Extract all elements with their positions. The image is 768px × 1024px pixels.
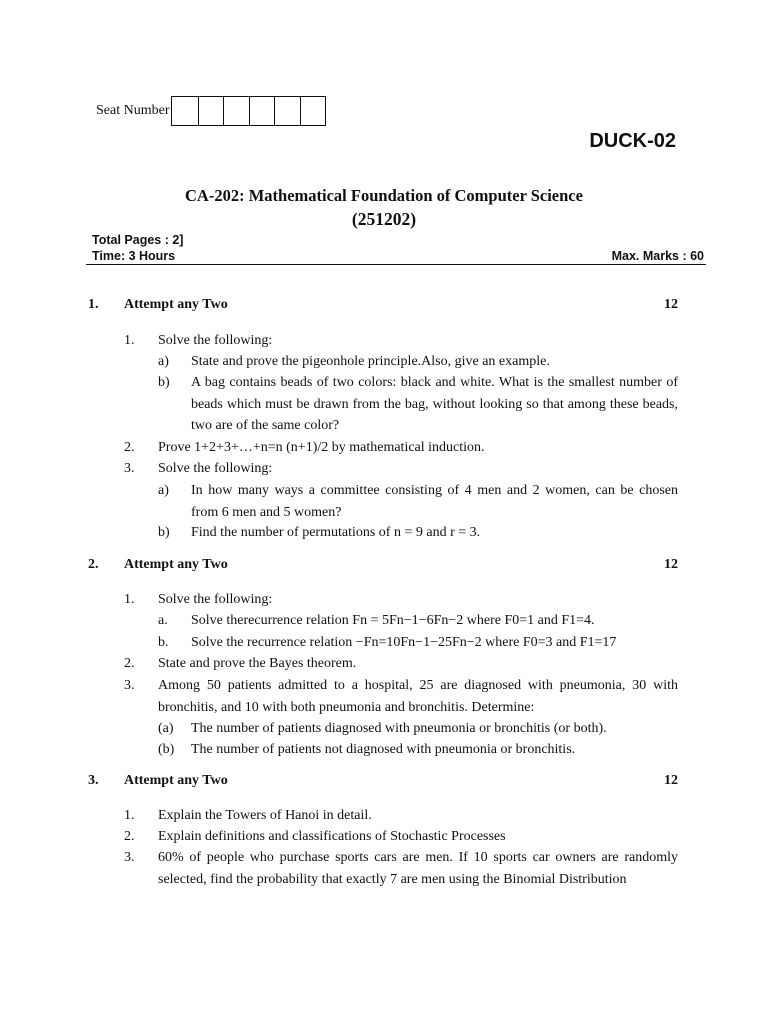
sub-item xyxy=(158,480,678,523)
seat-box xyxy=(300,97,326,125)
item-text: 60% of people who purchase sports cars are men. If 10 sports car owners are randomly selected, find the probability that exactly 7 are men using the Binomial Distribution xyxy=(158,850,678,887)
exam-time: Time: 3 Hours xyxy=(92,249,176,263)
question-number: 2. xyxy=(88,557,99,572)
item-number: 1. xyxy=(124,592,135,607)
sub-item-letter: b) xyxy=(158,525,170,540)
question-item xyxy=(124,458,678,480)
exam-meta xyxy=(92,232,704,264)
sub-item-text: The number of patients diagnosed with pneumonia or bronchitis (or both). xyxy=(191,721,607,736)
seat-box xyxy=(198,97,224,125)
sub-item xyxy=(158,610,678,632)
item-text: State and prove the Bayes theorem. xyxy=(158,656,357,671)
item-number: 2. xyxy=(124,656,135,671)
sub-item xyxy=(158,372,678,437)
item-number: 3. xyxy=(124,850,135,865)
question-item xyxy=(124,330,678,352)
seat-box xyxy=(223,97,249,125)
sub-item-text: The number of patients not diagnosed with pneumonia or bronchitis. xyxy=(191,742,576,757)
question-marks: 12 xyxy=(664,297,678,312)
question-instruction: Attempt any Two xyxy=(124,773,228,788)
sub-item-letter: (b) xyxy=(158,742,175,757)
question-instruction: Attempt any Two xyxy=(124,557,228,572)
seat-box xyxy=(249,97,275,125)
question-marks: 12 xyxy=(664,773,678,788)
item-text: Among 50 patients admitted to a hospital, 25 are diagnosed with pneumonia, 30 with bronchitis, and 10 with both pneumonia and bronchitis. Determine: xyxy=(158,678,678,715)
sub-item-letter: b. xyxy=(158,635,169,650)
sub-item xyxy=(158,718,678,740)
sub-item-text: Solve the recurrence relation −Fn=10Fn−1−25Fn−2 where F0=3 and F1=17 xyxy=(191,635,617,650)
sub-item-text: In how many ways a committee consisting of 4 men and 2 women, can be chosen from 6 men and 5 women? xyxy=(191,483,678,520)
sub-item-text: A bag contains beads of two colors: black and white. What is the smallest number of beads which must be drawn from the bag, without looking so that among these beads, two are of the same color? xyxy=(191,375,678,433)
item-number: 3. xyxy=(124,461,135,476)
question-instruction: Attempt any Two xyxy=(124,297,228,312)
total-pages: Total Pages : 2] xyxy=(92,233,184,247)
sub-item-letter: b) xyxy=(158,375,170,390)
item-text: Explain the Towers of Hanoi in detail. xyxy=(158,808,372,823)
item-number: 3. xyxy=(124,678,135,693)
item-text: Solve the following: xyxy=(158,461,273,476)
item-number: 2. xyxy=(124,829,135,844)
sub-item xyxy=(158,739,678,761)
question-marks: 12 xyxy=(664,557,678,572)
item-text: Solve the following: xyxy=(158,333,273,348)
question-item xyxy=(124,589,678,611)
paper-title: CA-202: Mathematical Foundation of Computer Science xyxy=(185,186,583,205)
sub-item-letter: a) xyxy=(158,354,169,369)
question-item xyxy=(124,826,678,848)
sub-item-letter: a. xyxy=(158,613,168,628)
question-2-heading xyxy=(88,557,678,573)
item-number: 1. xyxy=(124,808,135,823)
item-text: Prove 1+2+3+…+n=n (n+1)/2 by mathematical induction. xyxy=(158,440,485,455)
seat-number-label: Seat Number xyxy=(96,103,170,118)
question-item xyxy=(124,847,678,890)
question-item xyxy=(124,805,678,827)
seat-number-boxes xyxy=(171,96,326,126)
header-divider xyxy=(86,264,706,265)
seat-number-field xyxy=(96,96,326,126)
paper-code: DUCK-02 xyxy=(589,130,676,152)
max-marks: Max. Marks : 60 xyxy=(611,249,704,263)
item-text: Explain definitions and classifications of Stochastic Processes xyxy=(158,829,506,844)
sub-item xyxy=(158,632,678,654)
question-item xyxy=(124,437,678,459)
seat-box xyxy=(274,97,300,125)
seat-box xyxy=(172,97,198,125)
question-1-heading xyxy=(88,297,678,313)
item-text: Solve the following: xyxy=(158,592,273,607)
sub-item xyxy=(158,522,678,544)
question-number: 1. xyxy=(88,297,99,312)
sub-item xyxy=(158,351,678,373)
item-number: 2. xyxy=(124,440,135,455)
sub-item-text: State and prove the pigeonhole principle.Also, give an example. xyxy=(191,354,550,369)
question-item xyxy=(124,653,678,675)
sub-item-text: Solve therecurrence relation Fn = 5Fn−1−6Fn−2 where F0=1 and F1=4. xyxy=(191,613,595,628)
sub-item-text: Find the number of permutations of n = 9 and r = 3. xyxy=(191,525,481,540)
item-number: 1. xyxy=(124,333,135,348)
question-3-heading xyxy=(88,773,678,789)
course-code: (251202) xyxy=(351,209,417,229)
question-number: 3. xyxy=(88,773,99,788)
sub-item-letter: a) xyxy=(158,483,169,498)
question-item xyxy=(124,675,678,718)
sub-item-letter: (a) xyxy=(158,721,174,736)
